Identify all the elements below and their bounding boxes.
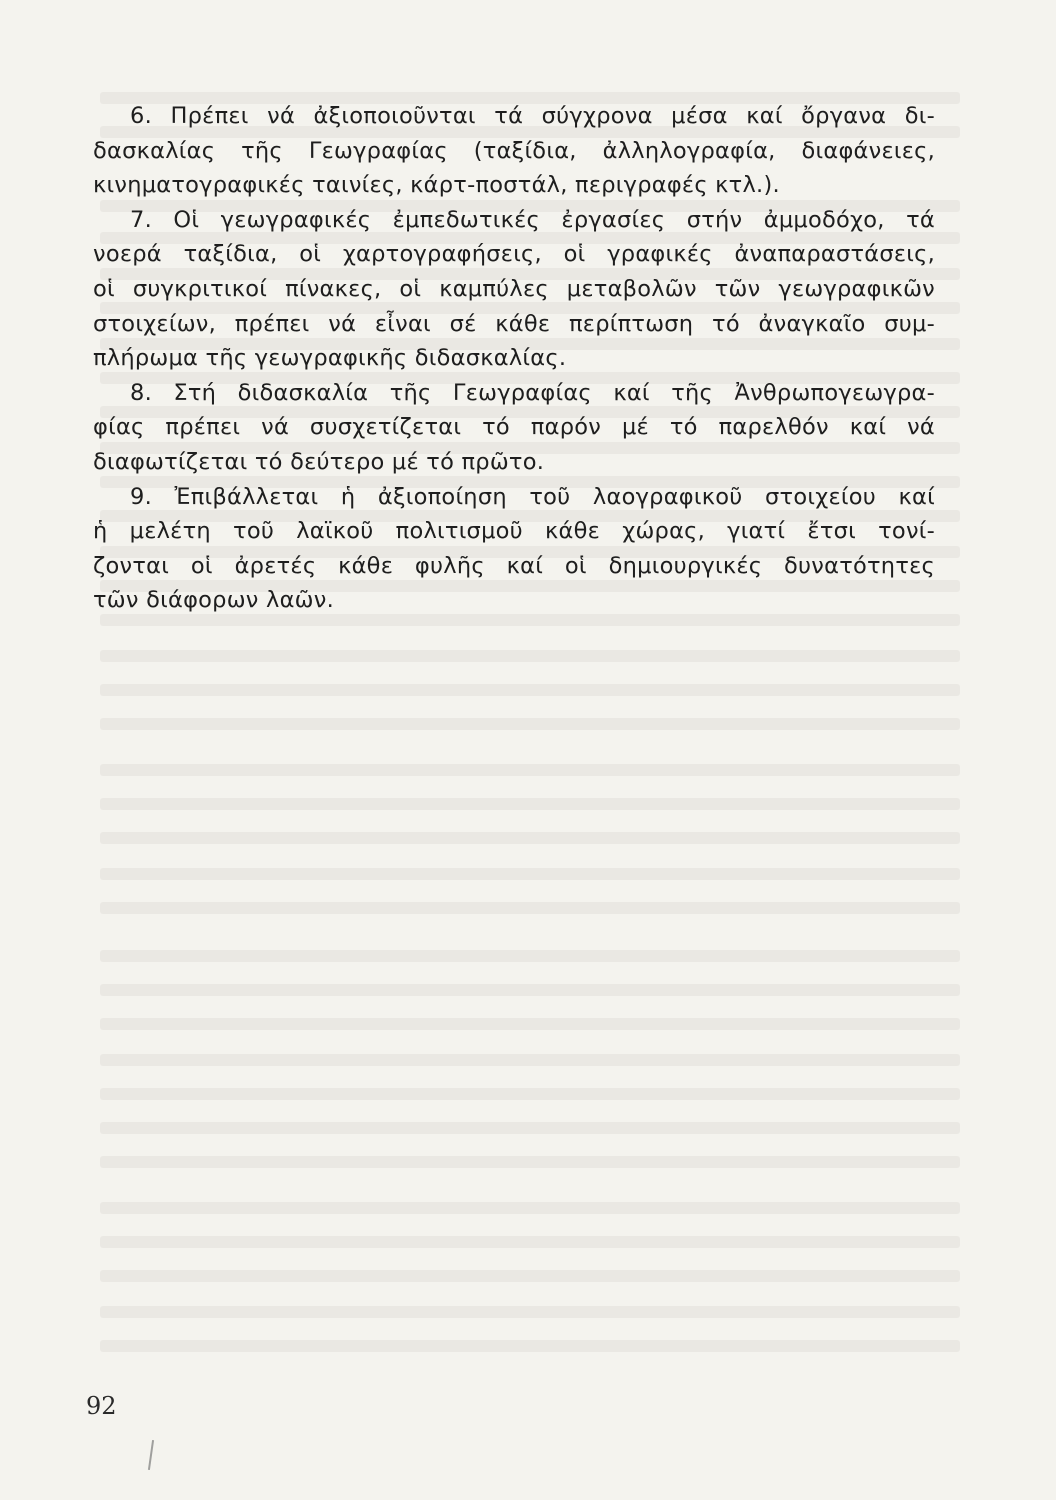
text-line: τῶν διάφορων λαῶν.: [93, 587, 334, 614]
paragraph-9: [93, 480, 935, 618]
text-line: διαφωτίζεται τό δεύτερο μέ τό πρῶτο.: [93, 448, 545, 475]
text-line: 7. Οἱ γεωγραφικές ἐμπεδωτικές ἐργασίες στήν ἀμμοδόχο, τά: [130, 206, 935, 233]
text-line: 8. Στή διδασκαλία τῆς Γεωγραφίας καί τῆς Ἀνθρωπογεωγρα-: [130, 379, 935, 406]
text-line: οἱ συγκριτικοί πίνακες, οἱ καμπύλες μεταβολῶν τῶν γεωγραφικῶν: [93, 275, 935, 302]
text-line: φίας πρέπει νά συσχετίζεται τό παρόν μέ τό παρελθόν καί νά: [93, 414, 935, 441]
text-line: κινηματογραφικές ταινίες, κάρτ-ποστάλ, περιγραφές κτλ.).: [93, 172, 780, 199]
text-line: στοιχείων, πρέπει νά εἶναι σέ κάθε περίπτωση τό ἀναγκαῖο συμ-: [93, 310, 935, 337]
paragraph-7: [93, 203, 935, 376]
text-line: δασκαλίας τῆς Γεωγραφίας (ταξίδια, ἀλληλογραφία, διαφάνειες,: [93, 137, 935, 164]
document-body: [93, 99, 935, 618]
text-line: νοερά ταξίδια, οἱ χαρτογραφήσεις, οἱ γραφικές ἀναπαραστάσεις,: [93, 241, 935, 268]
text-line: ἡ μελέτη τοῦ λαϊκοῦ πολιτισμοῦ κάθε χώρας, γιατί ἔτσι τονί-: [93, 518, 935, 545]
page-number: 92: [86, 1392, 117, 1420]
text-line: ζονται οἱ ἀρετές κάθε φυλῆς καί οἱ δημιουργικές δυνατότητες: [93, 552, 935, 579]
paragraph-8: [93, 376, 935, 480]
pen-mark: [148, 1440, 154, 1470]
text-line: πλήρωμα τῆς γεωγραφικῆς διδασκαλίας.: [93, 345, 567, 372]
text-line: 9. Ἐπιβάλλεται ἡ ἀξιοποίηση τοῦ λαογραφικοῦ στοιχείου καί: [130, 483, 935, 510]
text-line: 6. Πρέπει νά ἀξιοποιοῦνται τά σύγχρονα μέσα καί ὄργανα δι-: [130, 103, 935, 129]
paragraph-6: [93, 99, 935, 203]
